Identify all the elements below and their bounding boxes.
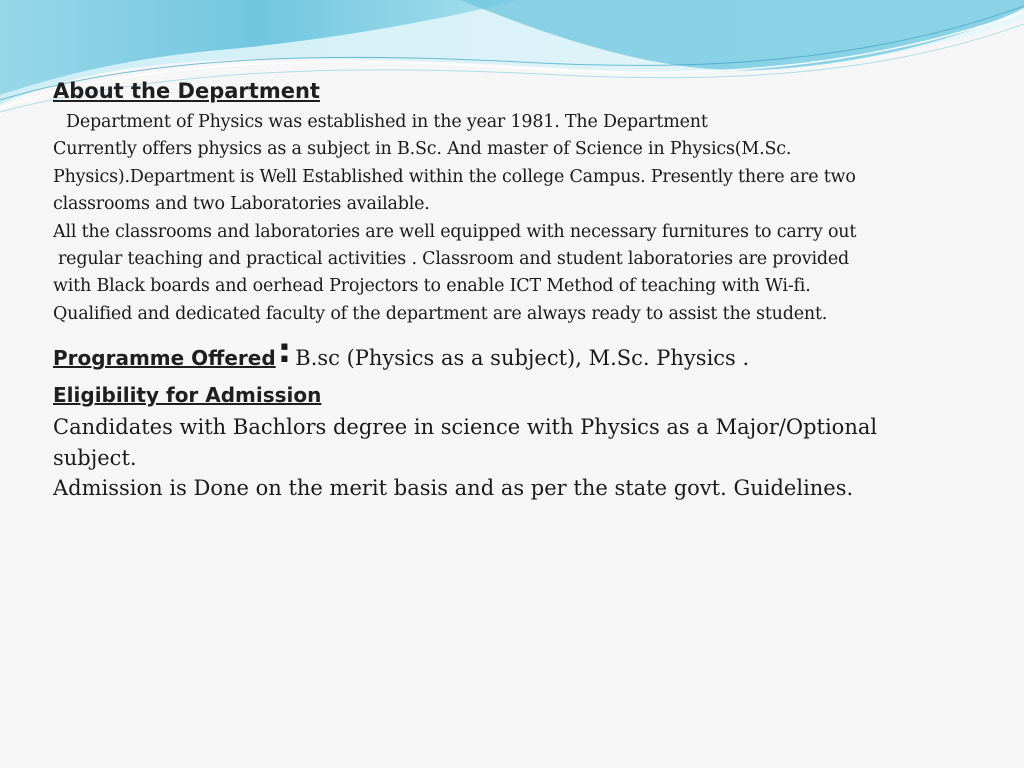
eligibility-paragraph — [53, 412, 973, 504]
programme-text: B.sc (Physics as a subject), M.Sc. Physics . — [295, 346, 750, 371]
about-line: Currently offers physics as a subject in B.Sc. And master of Science in Physics(M.Sc. — [53, 139, 792, 160]
about-heading: About the Department — [53, 79, 320, 103]
programme-heading: Programme Offered — [53, 346, 276, 371]
about-line: Qualified and dedicated faculty of the department are always ready to assist the student. — [53, 303, 828, 324]
slide-content — [53, 76, 973, 504]
eligibility-line: subject. — [53, 445, 137, 470]
about-line: classrooms and two Laboratories available. — [53, 194, 430, 215]
about-line: Department of Physics was established in the year 1981. The Department — [66, 112, 708, 132]
eligibility-heading: Eligibility for Admission — [53, 383, 322, 408]
about-line: with Black boards and oerhead Projectors to enable ICT Method of teaching with Wi-fi. — [53, 276, 811, 297]
eligibility-line: Candidates with Bachlors degree in science with Physics as a Major/Optional — [53, 415, 878, 440]
eligibility-line: Admission is Done on the merit basis and as per the state govt. Guidelines. — [53, 476, 854, 501]
about-line: All the classrooms and laboratories are well equipped with necessary furnitures to carry out — [53, 221, 857, 242]
about-paragraph — [53, 109, 973, 328]
programme-separator: : — [277, 331, 292, 372]
programme-row — [53, 331, 973, 372]
about-line: regular teaching and practical activities . Classroom and student laboratories are provided — [58, 249, 849, 270]
about-line: Physics).Department is Well Established within the college Campus. Presently there are two — [53, 166, 856, 187]
